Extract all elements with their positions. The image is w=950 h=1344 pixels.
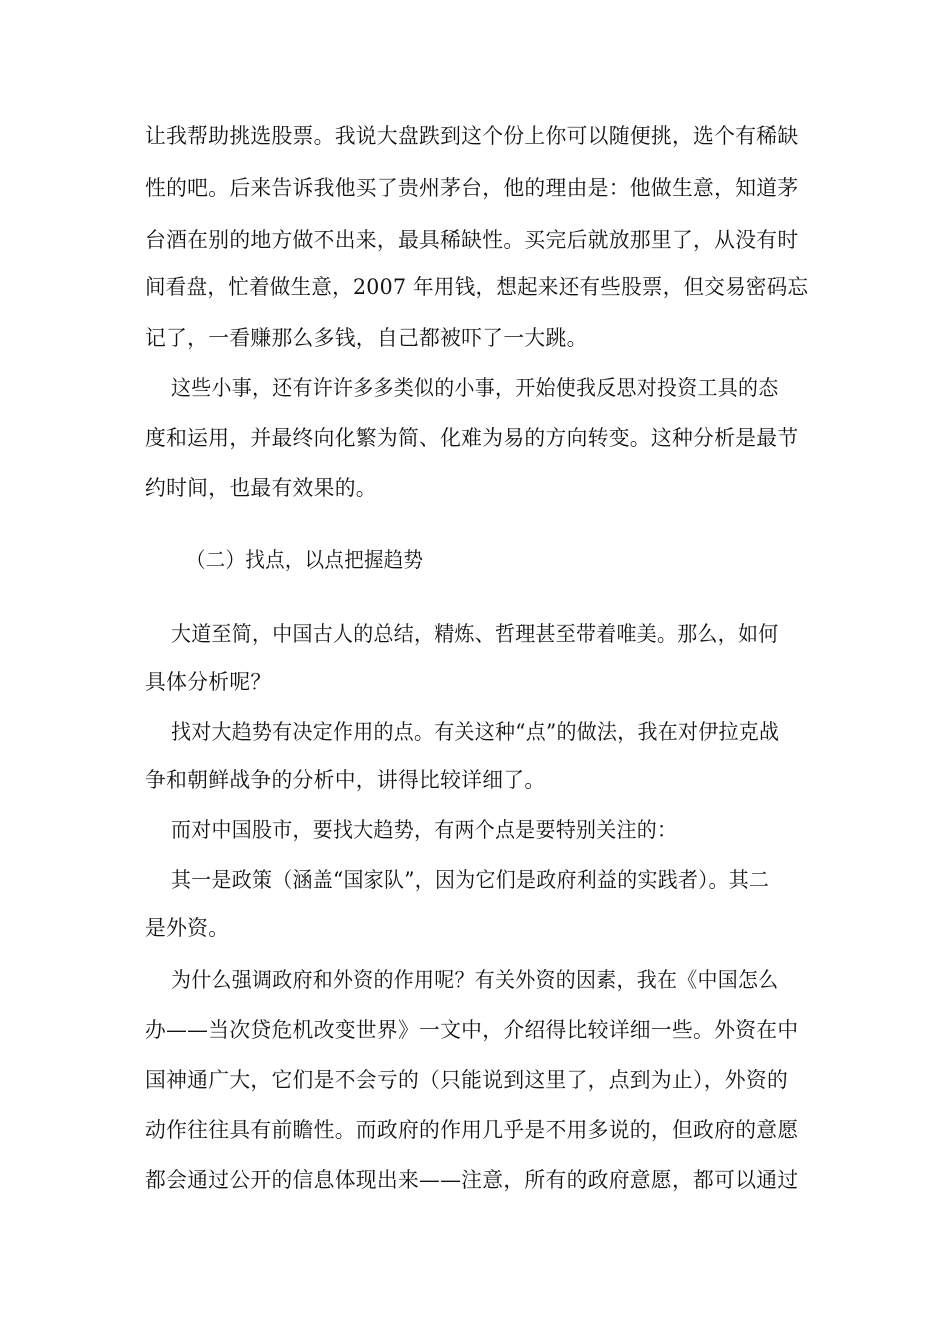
text-line: 具体分析呢？ bbox=[145, 670, 272, 694]
text-line: 都会通过公开的信息体现出来——注意，所有的政府意愿，都可以通过 bbox=[145, 1168, 799, 1192]
text-line: 间看盘，忙着做生意，2007 年用钱，想起来还有些股票，但交易密码忘 bbox=[145, 275, 809, 299]
paragraph-first-line: 其一是政策（涵盖“国家队”，因为它们是政府利益的实践者）。其二 bbox=[171, 868, 770, 892]
text-line: 让我帮助挑选股票。我说大盘跌到这个份上你可以随便挑，选个有稀缺 bbox=[145, 124, 799, 148]
text-line: 是外资。 bbox=[145, 916, 230, 940]
paragraph-first-line: 大道至简，中国古人的总结，精炼、哲理甚至带着唯美。那么，如何 bbox=[171, 622, 779, 646]
text-line: 争和朝鲜战争的分析中，讲得比较详细了。 bbox=[145, 768, 546, 792]
text-line: 动作往往具有前瞻性。而政府的作用几乎是不用多说的，但政府的意愿 bbox=[145, 1118, 799, 1142]
paragraph-first-line: 这些小事，还有许许多多类似的小事，开始使我反思对投资工具的态 bbox=[171, 376, 779, 400]
section-heading: （二）找点，以点把握趋势 bbox=[186, 548, 424, 572]
paragraph-first-line: 为什么强调政府和外资的作用呢？有关外资的因素，我在《中国怎么 bbox=[171, 968, 779, 992]
text-line: 约时间，也最有效果的。 bbox=[145, 476, 377, 500]
text-line: 台酒在别的地方做不出来，最具稀缺性。买完后就放那里了，从没有时 bbox=[145, 228, 799, 252]
paragraph-first-line: 而对中国股市，要找大趋势，有两个点是要特别关注的： bbox=[171, 818, 678, 842]
text-line: 办——当次贷危机改变世界》一文中，介绍得比较详细一些。外资在中 bbox=[145, 1018, 799, 1042]
text-line: 性的吧。后来告诉我他买了贵州茅台，他的理由是：他做生意，知道茅 bbox=[145, 176, 799, 200]
text-line: 记了，一看赚那么多钱，自己都被吓了一大跳。 bbox=[145, 326, 588, 350]
text-line: 度和运用，并最终向化繁为简、化难为易的方向转变。这种分析是最节 bbox=[145, 426, 799, 450]
paragraph-first-line: 找对大趋势有决定作用的点。有关这种“点”的做法，我在对伊拉克战 bbox=[171, 720, 780, 744]
text-line: 国神通广大，它们是不会亏的（只能说到这里了，点到为止），外资的 bbox=[145, 1068, 789, 1092]
